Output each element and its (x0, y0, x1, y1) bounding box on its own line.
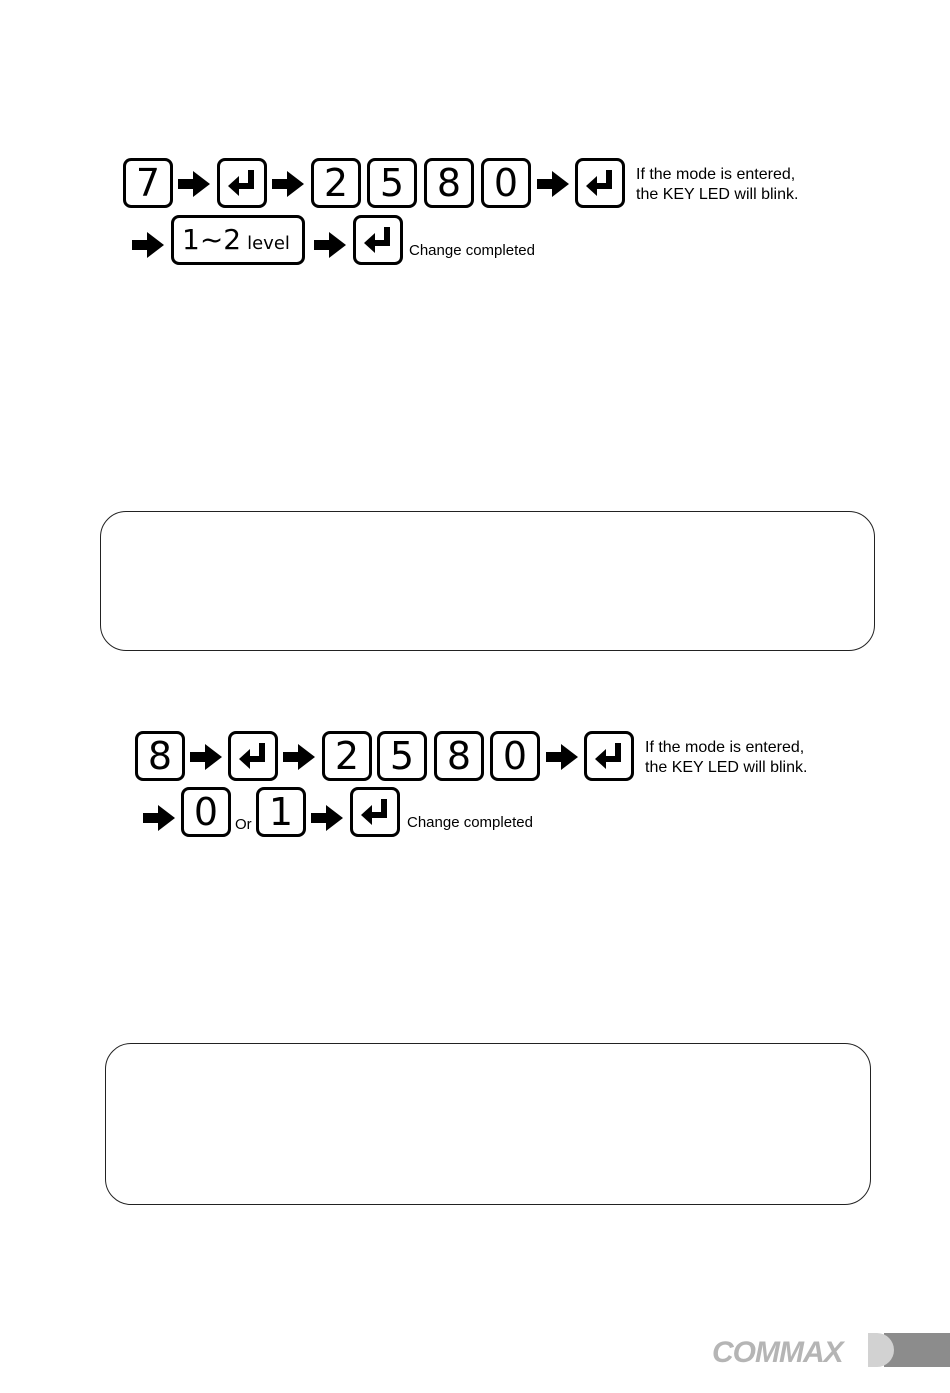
commax-logo: COMMAX (712, 1336, 843, 1369)
enter-key-icon (350, 787, 400, 837)
arrow-right-icon (272, 171, 304, 197)
level-range: 1~2 (182, 223, 242, 256)
key-label: 5 (379, 161, 405, 205)
key-7 (123, 158, 173, 208)
content-box-2 (105, 1043, 871, 1205)
key-8 (434, 731, 484, 781)
key-label: 2 (334, 734, 360, 778)
mode-note-line-1: If the mode is entered, (636, 166, 796, 183)
key-5 (367, 158, 417, 208)
arrow-right-icon (546, 744, 578, 770)
key-8 (424, 158, 474, 208)
key-0 (481, 158, 531, 208)
arrow-right-icon (283, 744, 315, 770)
arrow-right-icon (311, 805, 343, 831)
key-label: 0 (493, 161, 519, 205)
arrow-right-icon (537, 171, 569, 197)
key-label: 7 (135, 161, 161, 205)
mode-note (636, 165, 798, 205)
arrow-right-icon (190, 744, 222, 770)
key-label: 8 (436, 161, 462, 205)
change-completed: Change completed (409, 242, 535, 259)
or-label: Or (235, 816, 252, 833)
level-range-key (171, 215, 305, 265)
mode-note-line-1: If the mode is entered, (645, 739, 805, 756)
enter-key-icon (217, 158, 267, 208)
change-completed: Change completed (407, 814, 533, 831)
arrow-right-icon (178, 171, 210, 197)
mode-note (645, 738, 807, 778)
enter-key-icon (228, 731, 278, 781)
arrow-right-icon (314, 232, 346, 258)
key-label: 0 (502, 734, 528, 778)
mode-note-line-2: the KEY LED will blink. (636, 186, 799, 203)
key-0 (181, 787, 231, 837)
enter-key-icon (575, 158, 625, 208)
content-box-1 (100, 511, 875, 651)
key-label: 0 (193, 790, 219, 834)
key-label: 5 (389, 734, 415, 778)
level-unit: level (247, 232, 290, 254)
key-label: 1 (268, 790, 294, 834)
key-8 (135, 731, 185, 781)
mode-note-line-2: the KEY LED will blink. (645, 759, 808, 776)
arrow-right-icon (132, 232, 164, 258)
enter-key-icon (353, 215, 403, 265)
key-2 (311, 158, 361, 208)
arrow-right-icon (143, 805, 175, 831)
key-label: 2 (323, 161, 349, 205)
key-0 (490, 731, 540, 781)
enter-key-icon (584, 731, 634, 781)
key-2 (322, 731, 372, 781)
key-5 (377, 731, 427, 781)
key-label: 8 (147, 734, 173, 778)
key-1 (256, 787, 306, 837)
key-label: 8 (446, 734, 472, 778)
